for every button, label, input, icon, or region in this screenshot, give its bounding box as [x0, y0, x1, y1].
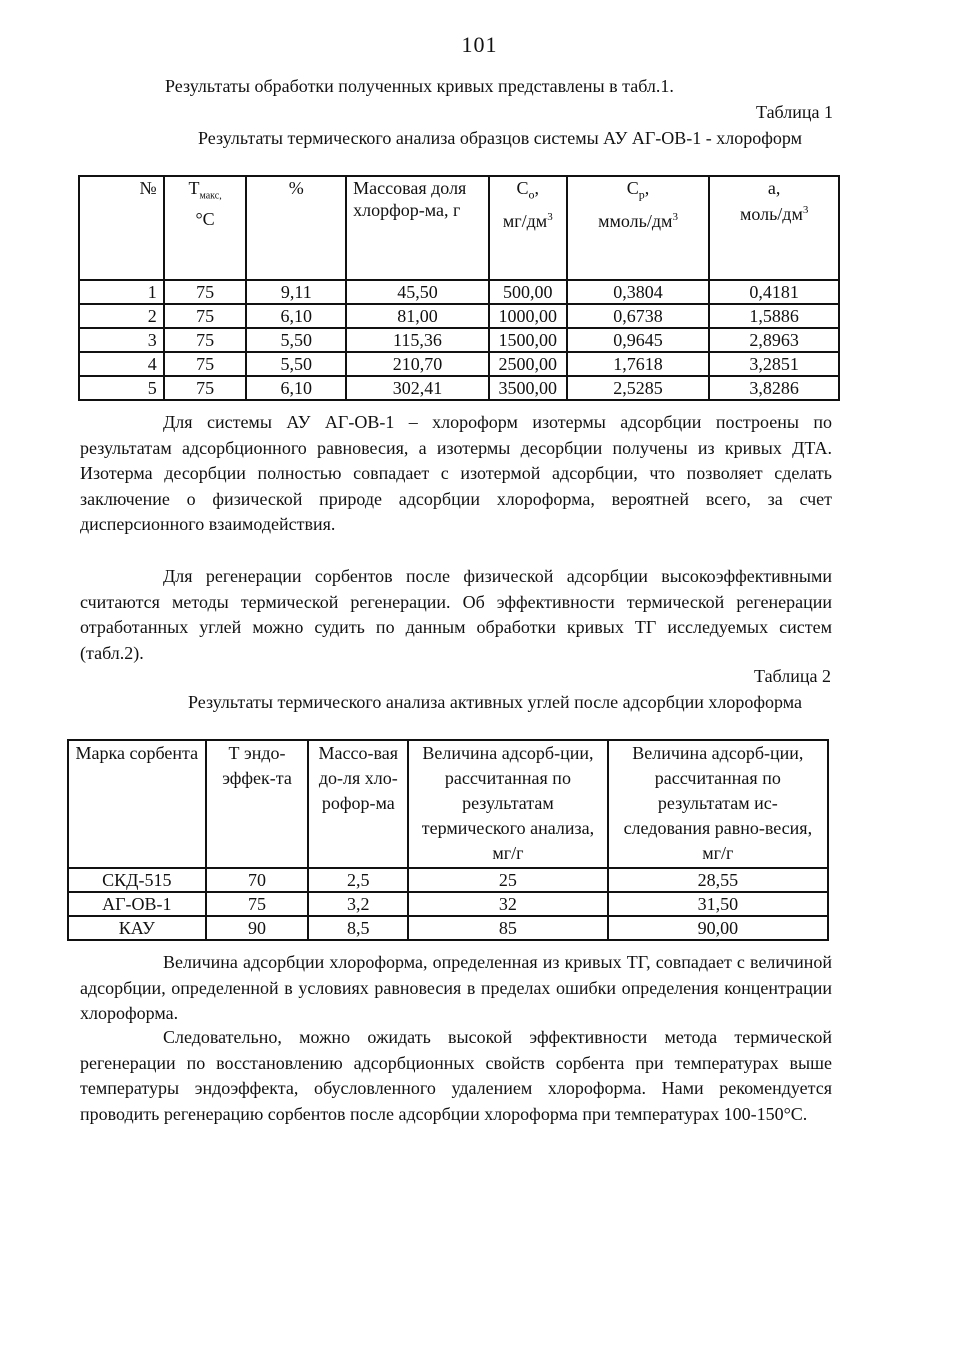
- table2-label: Таблица 2: [754, 666, 831, 686]
- table1-row: 1 75 9,11 45,50 500,00 0,3804 0,4181: [79, 280, 839, 304]
- table2-header-row: [68, 740, 828, 868]
- intro-sentence: Результаты обработки полученных кривых представлены в табл.1.: [165, 76, 674, 96]
- table1-row: 4 75 5,50 210,70 2500,00 1,7618 3,2851: [79, 352, 839, 376]
- table1-caption: Результаты термического анализа образцов системы АУ АГ-ОВ-1 - хлороформ: [198, 128, 802, 148]
- table2-header-mass-fraction: Массо-вая до-ля хло-рофор-ма: [308, 740, 408, 868]
- table1-header-c0: $С_о$, $мг/дм^3$: [489, 176, 567, 280]
- table2-caption: Результаты термического анализа активных углей после адсорбции хлороформа: [188, 692, 802, 712]
- paragraph-4: Следовательно, можно ожидать высокой эффективности метода термической регенерации по восстановлению адсорбционных свойств сорбента при температурах выше температуры эндоэффекта, обусловленного удалением хлороформа. Нами рекомендуется проводить регенерацию сорбентов после адсорбции хлороформа при температурах 100-150°С.: [80, 1027, 832, 1124]
- table2-row: КАУ 90 8,5 85 90,00: [68, 916, 828, 940]
- table1-header-percent: %: [246, 176, 346, 280]
- table1-label: Таблица 1: [756, 102, 833, 122]
- paragraph-3: Величина адсорбции хлороформа, определенная из кривых ТГ, совпадает с величиной адсорбции, определенной в условиях равновесия в пределах ошибки определения концентрации хлороформа.: [80, 952, 832, 1023]
- table1-row: 2 75 6,10 81,00 1000,00 0,6738 1,5886: [79, 304, 839, 328]
- table1-header-row: [79, 176, 839, 280]
- table2-row: СКД-515 70 2,5 25 28,55: [68, 868, 828, 892]
- table1-row: 5 75 6,10 302,41 3500,00 2,5285 3,8286: [79, 376, 839, 400]
- table2-header-brand: Марка сорбента: [68, 740, 206, 868]
- table2-row: АГ-ОВ-1 75 3,2 32 31,50: [68, 892, 828, 916]
- paragraph-2: Для регенерации сорбентов после физической адсорбции высокоэффективными считаются методы термической регенерации. Об эффективности термической регенерации отработанных углей можно судить по данным обработки кривых ТГ исследуемых систем (табл.2).: [80, 566, 832, 663]
- table2: [67, 739, 829, 941]
- paragraph-1: Для системы АУ АГ-ОВ-1 – хлороформ изотермы адсорбции построены по результатам адсорбционного равновесия, а изотермы десорбции получены из кривых ДТА. Изотерма десорбции полностью совпадает с изотермой адсорбции, что позволяет сделать заключение о физической природе адсорбции хлороформа, вероятней всего, за счет дисперсионного взаимодействия.: [80, 412, 832, 534]
- table2-header-adsorption-equilibrium: Величина адсорб-ции, рассчитанная по результатам ис-следования равно-весия, мг/г: [608, 740, 828, 868]
- table1-row: 3 75 5,50 115,36 1500,00 0,9645 2,8963: [79, 328, 839, 352]
- table2-header-adsorption-thermal: Величина адсорб-ции, рассчитанная по результатам термического анализа, мг/г: [408, 740, 607, 868]
- table1-header-a: а, моль/$дм^3$: [709, 176, 839, 280]
- table1-header-tmax: $T_{макс,}$ °С: [164, 176, 247, 280]
- table1: [78, 175, 840, 401]
- table1-header-mass: Массовая доля хлорфор-ма, г: [346, 176, 489, 280]
- table2-header-t-endo: Т эндо-эффек-та: [206, 740, 309, 868]
- table1-header-cp: $С_р$, ммоль/$дм^3$: [567, 176, 710, 280]
- table1-header-num: №: [79, 176, 164, 280]
- page-number: 101: [461, 32, 498, 57]
